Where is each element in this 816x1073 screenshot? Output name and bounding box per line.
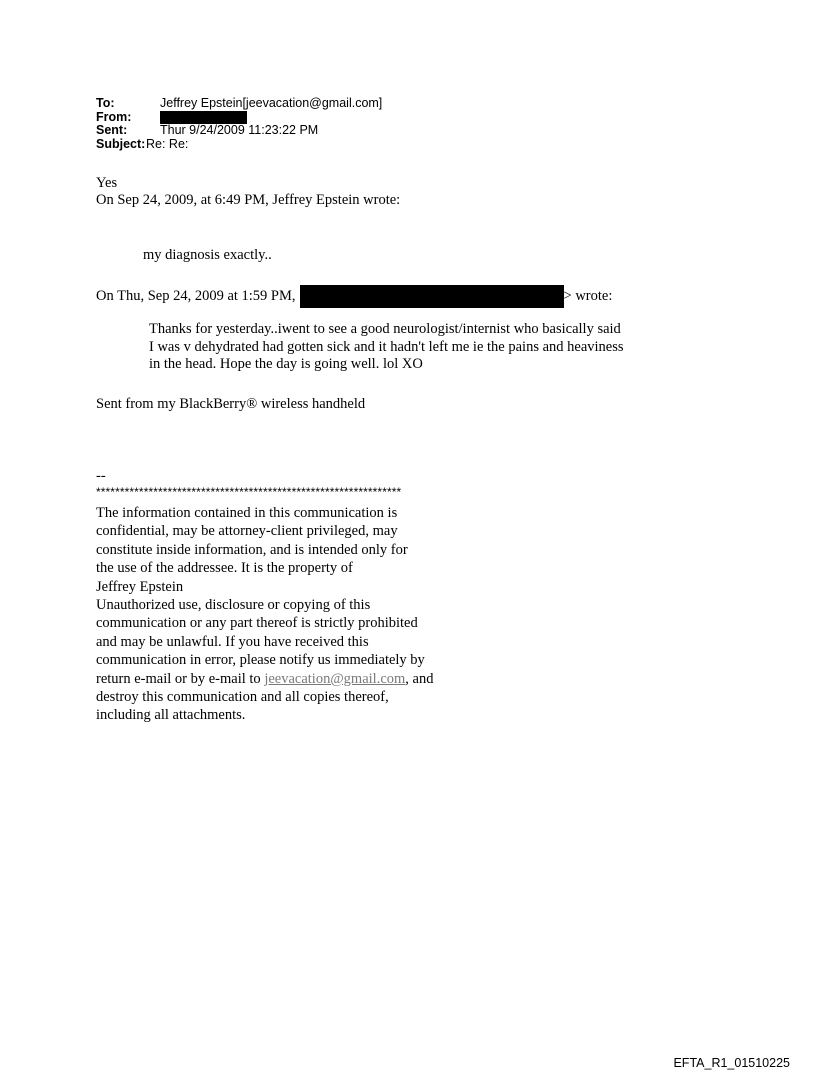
header-subject-row	[96, 138, 382, 152]
email-link[interactable]: jeevacation@gmail.com	[264, 670, 406, 687]
blackberry-signature: Sent from my BlackBerry® wireless handheld	[96, 396, 366, 412]
email-header	[96, 97, 382, 151]
signature-separator: --	[96, 468, 106, 484]
reply-text: Yes	[96, 175, 118, 191]
disclaimer-line: Unauthorized use, disclosure or copying of this	[96, 597, 371, 614]
disclaimer-line: Jeffrey Epstein	[96, 578, 184, 595]
to-value: Jeffrey Epstein[jeevacation@gmail.com]	[160, 96, 383, 110]
return-suffix: , and	[405, 670, 434, 687]
disclaimer-line: communication or any part thereof is strictly prohibited	[96, 615, 418, 632]
sender-redaction-bar	[300, 285, 564, 308]
header-from-row	[96, 111, 382, 125]
sent-value: Thur 9/24/2009 11:23:22 PM	[160, 123, 319, 137]
header-sent-row	[96, 124, 382, 138]
subject-value: Re: Re:	[146, 136, 189, 151]
confidentiality-disclaimer	[96, 504, 433, 725]
disclaimer-line: communication in error, please notify us immediately by	[96, 652, 425, 669]
disclaimer-line: and may be unlawful. If you have received this	[96, 633, 369, 650]
to-label: To:	[96, 96, 115, 110]
quote-intro-suffix: > wrote:	[563, 287, 613, 304]
quote-intro-prefix: On Thu, Sep 24, 2009 at 1:59 PM,	[96, 287, 296, 304]
document-id: EFTA_R1_01510225	[673, 1056, 790, 1070]
disclaimer-line: the use of the addressee. It is the property of	[96, 560, 353, 577]
from-redaction-bar	[160, 111, 247, 124]
epstein-reply-text: my diagnosis exactly..	[143, 247, 272, 263]
asterisk-divider: ****************************************************************	[96, 485, 402, 499]
quoted-line: Thanks for yesterday..iwent to see a good neurologist/internist who basically said	[149, 321, 621, 337]
disclaimer-line: constitute inside information, and is intended only for	[96, 541, 408, 558]
quoted-line: in the head. Hope the day is going well. lol XO	[149, 356, 423, 372]
disclaimer-line: confidential, may be attorney-client privileged, may	[96, 523, 398, 540]
disclaimer-line: including all attachments.	[96, 707, 246, 724]
quote-intro-redacted	[96, 285, 612, 308]
sent-label: Sent:	[96, 123, 128, 137]
header-to-row	[96, 97, 382, 111]
quote-intro-epstein: On Sep 24, 2009, at 6:49 PM, Jeffrey Epstein wrote:	[96, 192, 401, 208]
disclaimer-line: destroy this communication and all copies thereof,	[96, 689, 389, 706]
return-prefix: return e-mail or by e-mail to	[96, 670, 265, 687]
quoted-message	[149, 321, 624, 374]
disclaimer-return-line	[96, 670, 433, 688]
subject-label: Subject:	[96, 136, 146, 151]
from-label: From:	[96, 109, 132, 124]
disclaimer-line: The information contained in this communication is	[96, 505, 398, 521]
quoted-line: I was v dehydrated had gotten sick and it hadn't left me ie the pains and heaviness	[149, 338, 624, 355]
